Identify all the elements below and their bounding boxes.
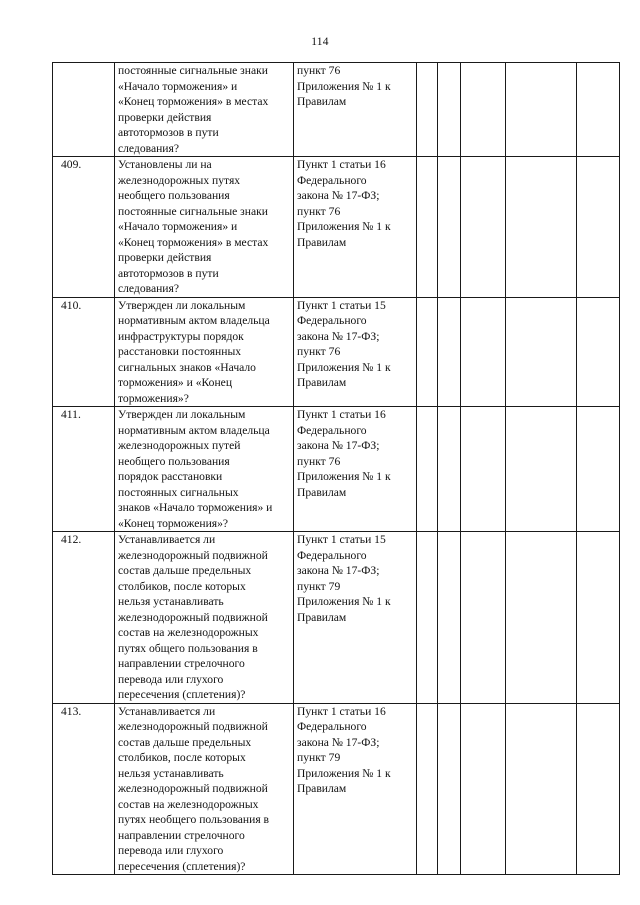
answer-cell [461,157,506,298]
row-number: 413. [53,703,115,875]
requirement-question: Установлены ли на железнодорожных путях необщего пользования постоянные сигнальные знаки «Начало торможения» и «Конец торможения» в местах проверки действия автотормозов в пути следования? [115,157,294,298]
answer-cell [506,63,577,157]
answer-cell [461,297,506,407]
answer-cell [417,157,438,298]
answer-cell [461,532,506,704]
table-row [53,407,620,532]
answer-cell [577,297,620,407]
answer-cell [461,63,506,157]
legal-reference: Пункт 1 статьи 15 Федерального закона № 17-ФЗ; пункт 79 Приложения № 1 к Правилам [294,532,417,704]
table-row [53,157,620,298]
legal-reference: Пункт 1 статьи 15 Федерального закона № 17-ФЗ; пункт 76 Приложения № 1 к Правилам [294,297,417,407]
table-row [53,532,620,704]
answer-cell [438,532,461,704]
answer-cell [438,63,461,157]
requirement-question: Утвержден ли локальным нормативным актом владельца железнодорожных путей необщего пользования порядок расстановки постоянных сигнальных знаков «Начало торможения» и «Конец торможения»? [115,407,294,532]
answer-cell [506,407,577,532]
answer-cell [577,63,620,157]
answer-cell [438,407,461,532]
answer-cell [417,532,438,704]
requirement-question: Устанавливается ли железнодорожный подвижной состав дальше предельных столбиков, после которых нельзя устанавливать железнодорожный подвижной состав на железнодорожных путях общего пользования в направлении стрелочного перевода или глухого пересечения (сплетения)? [115,532,294,704]
answer-cell [506,297,577,407]
answer-cell [506,532,577,704]
answer-cell [577,157,620,298]
answer-cell [506,703,577,875]
answer-cell [438,703,461,875]
page-number: 114 [311,36,329,48]
answer-cell [417,703,438,875]
answer-cell [438,297,461,407]
table-row [53,703,620,875]
requirement-question: постоянные сигнальные знаки «Начало торможения» и «Конец торможения» в местах проверки действия автотормозов в пути следования? [115,63,294,157]
row-number: 410. [53,297,115,407]
answer-cell [577,532,620,704]
table-row [53,63,620,157]
row-number: 411. [53,407,115,532]
requirement-question: Устанавливается ли железнодорожный подвижной состав дальше предельных столбиков, после которых нельзя устанавливать железнодорожный подвижной состав на железнодорожных путях необщего пользования в направлении стрелочного перевода или глухого пересечения (сплетения)? [115,703,294,875]
answer-cell [461,703,506,875]
answer-cell [417,407,438,532]
legal-reference: Пункт 1 статьи 16 Федерального закона № 17-ФЗ; пункт 76 Приложения № 1 к Правилам [294,407,417,532]
answer-cell [577,703,620,875]
answer-cell [506,157,577,298]
row-number: 409. [53,157,115,298]
answer-cell [417,297,438,407]
answer-cell [577,407,620,532]
row-number [53,63,115,157]
row-number: 412. [53,532,115,704]
answer-cell [417,63,438,157]
legal-reference: пункт 76 Приложения № 1 к Правилам [294,63,417,157]
requirement-question: Утвержден ли локальным нормативным актом владельца инфраструктуры порядок расстановки постоянных сигнальных знаков «Начало торможения» и «Конец торможения»? [115,297,294,407]
legal-reference: Пункт 1 статьи 16 Федерального закона № 17-ФЗ; пункт 79 Приложения № 1 к Правилам [294,703,417,875]
legal-reference: Пункт 1 статьи 16 Федерального закона № 17-ФЗ; пункт 76 Приложения № 1 к Правилам [294,157,417,298]
table-row [53,297,620,407]
checklist-table [52,62,620,875]
answer-cell [438,157,461,298]
answer-cell [461,407,506,532]
